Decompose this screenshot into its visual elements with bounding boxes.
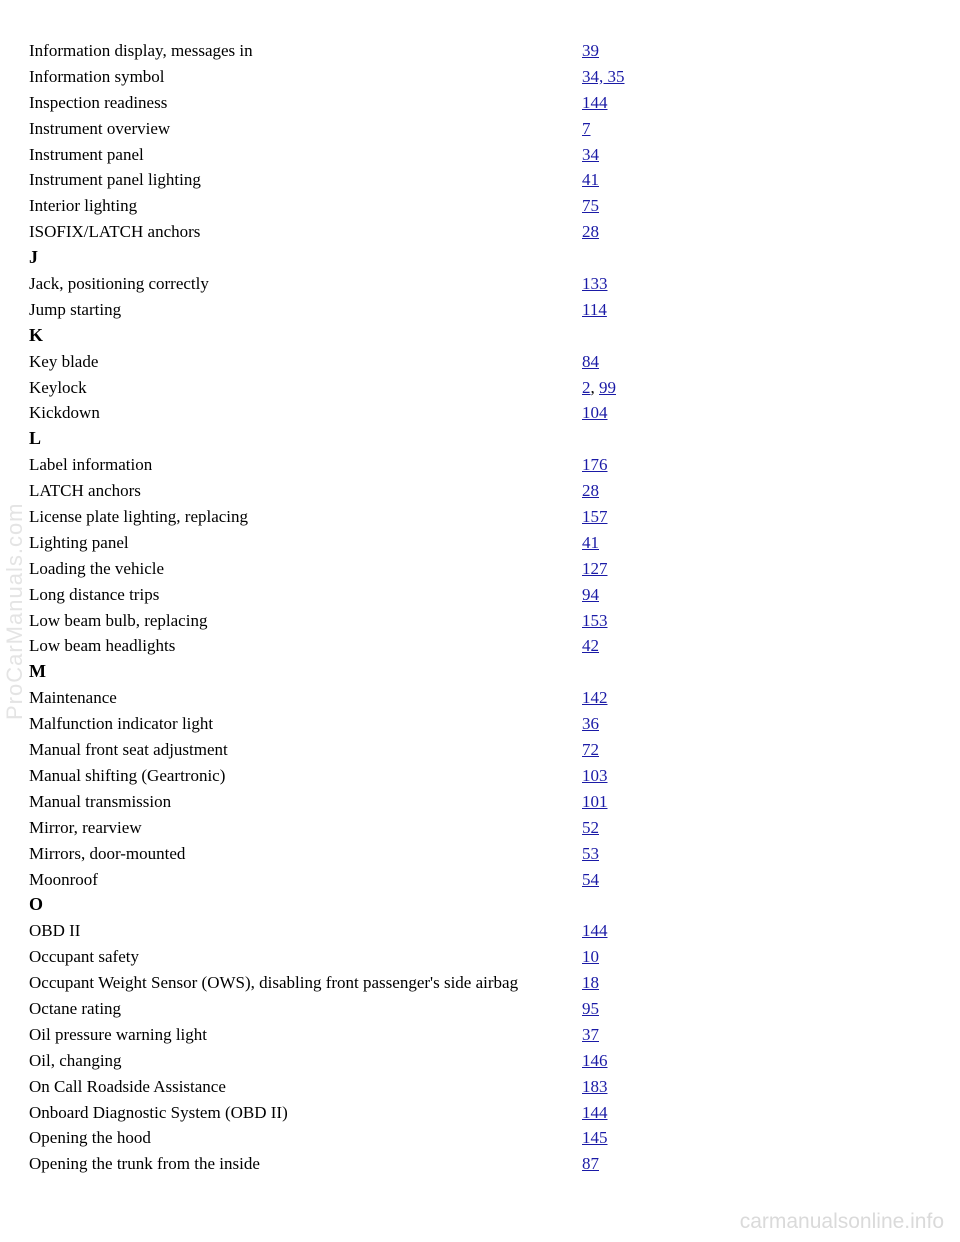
entry-pages	[582, 478, 599, 504]
entry-term: Instrument panel lighting	[29, 170, 201, 190]
index-entry	[29, 375, 669, 401]
page-link[interactable]: 95	[582, 998, 599, 1018]
index-entry	[29, 167, 669, 193]
entry-term: Occupant Weight Sensor (OWS), disabling front passenger's side airbag	[29, 973, 519, 993]
entry-pages	[582, 608, 608, 634]
entry-pages	[582, 970, 599, 996]
entry-pages	[582, 167, 599, 193]
index-entry	[29, 608, 669, 634]
entry-term: Jump starting	[29, 299, 122, 319]
page-link[interactable]: 41	[582, 532, 599, 552]
page-link[interactable]: 103	[582, 765, 608, 785]
page-link[interactable]: 10	[582, 947, 599, 967]
entry-pages	[582, 452, 608, 478]
entry-pages	[582, 375, 616, 401]
entry-pages	[582, 918, 608, 944]
entry-pages	[582, 116, 591, 142]
index-entry	[29, 763, 669, 789]
index-entry	[29, 789, 669, 815]
entry-pages	[582, 944, 599, 970]
index-entry	[29, 918, 669, 944]
index-entry	[29, 1151, 669, 1177]
page-link[interactable]: 41	[582, 170, 599, 190]
index-entry	[29, 64, 669, 90]
index-entry	[29, 944, 669, 970]
page-link[interactable]: 28	[582, 481, 599, 501]
entry-term: Mirror, rearview	[29, 817, 142, 837]
entry-pages	[582, 193, 599, 219]
index-entry	[29, 297, 669, 323]
index-entry	[29, 219, 669, 245]
index-entry	[29, 193, 669, 219]
page-link[interactable]: 94	[582, 584, 599, 604]
section-heading	[29, 245, 669, 271]
page-link[interactable]: 87	[582, 1154, 599, 1174]
index-entry	[29, 867, 669, 893]
entry-term: Manual transmission	[29, 791, 172, 811]
index-entry	[29, 142, 669, 168]
entry-pages	[582, 789, 608, 815]
entry-pages	[582, 815, 599, 841]
section-letter: K	[29, 324, 44, 345]
side-watermark: ProCarManuals.com	[2, 502, 27, 720]
entry-term: OBD II	[29, 921, 81, 941]
index-entry	[29, 452, 669, 478]
index-entry	[29, 90, 669, 116]
index-entry	[29, 1125, 669, 1151]
page-link[interactable]: 183	[582, 1076, 608, 1096]
entry-pages	[582, 297, 607, 323]
entry-pages	[582, 711, 599, 737]
index-entry	[29, 1074, 669, 1100]
index-entry	[29, 970, 669, 996]
entry-term: Jack, positioning correctly	[29, 274, 209, 294]
entry-term: Long distance trips	[29, 584, 160, 604]
entry-term: Maintenance	[29, 688, 117, 708]
index-entry	[29, 815, 669, 841]
entry-term: Kickdown	[29, 403, 100, 423]
entry-term: Key blade	[29, 351, 99, 371]
index-entry	[29, 685, 669, 711]
page-link[interactable]: 101	[582, 791, 608, 811]
index-entry	[29, 711, 669, 737]
entry-pages	[582, 633, 599, 659]
page-link[interactable]: 153	[582, 610, 608, 630]
page-link[interactable]: 144	[582, 92, 608, 112]
page-link[interactable]: 7	[582, 118, 591, 138]
index-entry	[29, 530, 669, 556]
entry-term: Low beam headlights	[29, 636, 176, 656]
entry-term: Low beam bulb, replacing	[29, 610, 208, 630]
page-link[interactable]: 84	[582, 351, 599, 371]
entry-term: Malfunction indicator light	[29, 714, 214, 734]
page-link[interactable]: 114	[582, 299, 607, 319]
entry-pages	[582, 996, 599, 1022]
entry-pages	[582, 504, 608, 530]
entry-term: On Call Roadside Assistance	[29, 1076, 226, 1096]
page-link[interactable]: 52	[582, 817, 599, 837]
page-link[interactable]: 176	[582, 455, 608, 475]
index-entry	[29, 841, 669, 867]
page-link[interactable]: 157	[582, 507, 608, 527]
page-link[interactable]: 144	[582, 921, 608, 941]
entry-term: Interior lighting	[29, 196, 138, 216]
page-link[interactable]: 28	[582, 222, 599, 242]
entry-term: Oil pressure warning light	[29, 1024, 207, 1044]
page-link[interactable]: 42	[582, 636, 599, 656]
page-link[interactable]: 39	[582, 41, 599, 60]
section-heading	[29, 892, 669, 918]
page-link[interactable]: 37	[582, 1024, 599, 1044]
entry-pages	[582, 737, 599, 763]
index-list	[29, 38, 669, 1177]
section-heading	[29, 323, 669, 349]
entry-pages	[582, 1074, 608, 1100]
index-entry	[29, 504, 669, 530]
index-entry	[29, 38, 669, 64]
entry-term: Manual front seat adjustment	[29, 740, 228, 760]
page-link[interactable]: 18	[582, 973, 599, 993]
entry-pages	[582, 763, 608, 789]
entry-pages	[582, 841, 599, 867]
entry-term: Information display, messages in	[29, 41, 253, 60]
section-heading	[29, 659, 669, 685]
page-link[interactable]: 145	[582, 1128, 608, 1148]
entry-pages	[582, 219, 599, 245]
index-entry	[29, 996, 669, 1022]
entry-term: Keylock	[29, 377, 87, 397]
index-entry	[29, 1048, 669, 1074]
entry-pages	[582, 142, 599, 168]
entry-term: Moonroof	[29, 869, 98, 889]
entry-pages	[582, 1100, 608, 1126]
section-letter: L	[29, 428, 42, 449]
page-separator: ,	[590, 377, 599, 397]
page-link[interactable]: 2	[582, 377, 591, 397]
entry-pages	[582, 867, 599, 893]
entry-pages	[582, 1022, 599, 1048]
index-entry	[29, 116, 669, 142]
index-entry	[29, 400, 669, 426]
index-entry	[29, 1022, 669, 1048]
page-link[interactable]: 146	[582, 1050, 608, 1070]
entry-term: Occupant safety	[29, 947, 139, 967]
page-link[interactable]: 34, 35	[582, 66, 625, 86]
entry-pages	[582, 1048, 608, 1074]
section-letter: J	[29, 247, 38, 268]
entry-term: Oil, changing	[29, 1050, 122, 1070]
section-letter: M	[29, 661, 46, 682]
page-link[interactable]: 127	[582, 558, 608, 578]
entry-pages	[582, 556, 608, 582]
entry-term: Opening the trunk from the inside	[29, 1154, 260, 1174]
page-link[interactable]: 54	[582, 869, 599, 889]
index-entry	[29, 737, 669, 763]
entry-pages	[582, 38, 599, 64]
entry-term: Mirrors, door-mounted	[29, 843, 186, 863]
page-link[interactable]: 104	[582, 403, 608, 423]
page-link[interactable]: 34	[582, 144, 599, 164]
entry-pages	[582, 90, 608, 116]
entry-pages	[582, 1151, 599, 1177]
entry-pages	[582, 349, 599, 375]
page-link[interactable]: 133	[582, 274, 608, 294]
index-entry	[29, 349, 669, 375]
entry-term: Loading the vehicle	[29, 558, 165, 578]
entry-term: License plate lighting, replacing	[29, 507, 249, 527]
entry-pages	[582, 530, 599, 556]
index-entry	[29, 478, 669, 504]
index-entry	[29, 633, 669, 659]
entry-term: Instrument panel	[29, 144, 144, 164]
entry-term: Instrument overview	[29, 118, 171, 138]
entry-term: Onboard Diagnostic System (OBD II)	[29, 1102, 288, 1122]
entry-term: Octane rating	[29, 998, 122, 1018]
index-entry	[29, 582, 669, 608]
entry-pages	[582, 400, 608, 426]
page-link[interactable]: 99	[599, 377, 616, 397]
entry-term: Information symbol	[29, 66, 165, 86]
entry-term: Manual shifting (Geartronic)	[29, 765, 226, 785]
index-entry	[29, 271, 669, 297]
entry-term: Inspection readiness	[29, 92, 168, 112]
entry-term: ISOFIX/LATCH anchors	[29, 222, 201, 242]
section-letter: O	[29, 894, 44, 915]
section-heading	[29, 426, 669, 452]
entry-pages	[582, 582, 599, 608]
entry-pages	[582, 271, 608, 297]
entry-pages	[582, 685, 608, 711]
page-link[interactable]: 75	[582, 196, 599, 216]
index-entry	[29, 556, 669, 582]
entry-term: Opening the hood	[29, 1128, 151, 1148]
entry-term: LATCH anchors	[29, 481, 141, 501]
page-link[interactable]: 144	[582, 1102, 608, 1122]
page-link[interactable]: 72	[582, 740, 599, 760]
page-link[interactable]: 142	[582, 688, 608, 708]
index-entry	[29, 1100, 669, 1126]
bottom-watermark: carmanualsonline.info	[739, 1210, 944, 1233]
entry-term: Lighting panel	[29, 532, 129, 552]
entry-term: Label information	[29, 455, 153, 475]
entry-pages	[582, 1125, 608, 1151]
entry-pages	[582, 64, 625, 90]
page-link[interactable]: 53	[582, 843, 599, 863]
page-link[interactable]: 36	[582, 714, 599, 734]
